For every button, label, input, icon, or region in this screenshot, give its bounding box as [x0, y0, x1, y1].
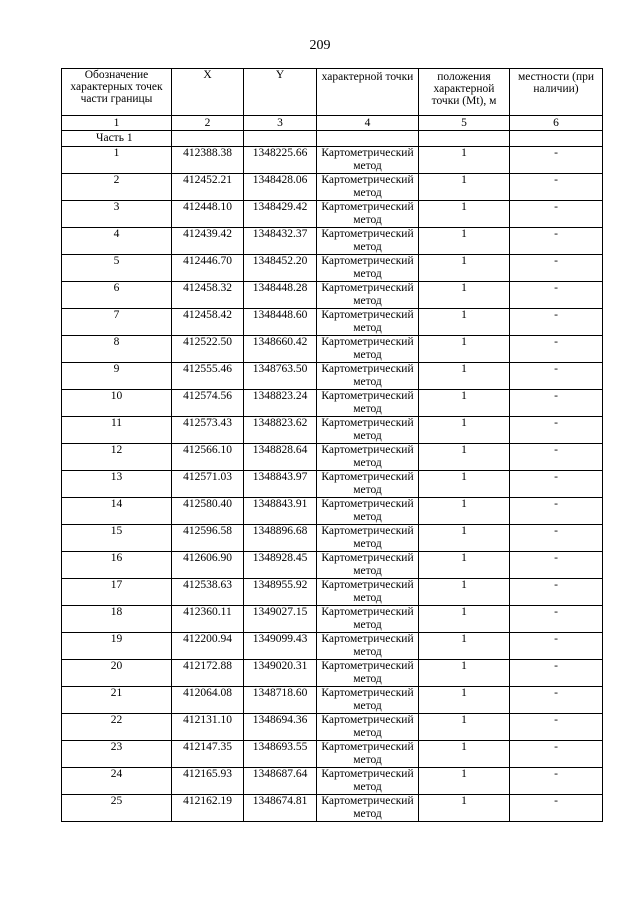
description-cell: - [510, 552, 603, 579]
method-cell: Картометрический метод [317, 363, 419, 390]
table-row [62, 471, 603, 498]
x-coordinate-cell: 412458.42 [172, 309, 244, 336]
table-row [62, 336, 603, 363]
point-number-cell: 20 [62, 660, 172, 687]
table-row [62, 525, 603, 552]
accuracy-cell: 1 [419, 363, 510, 390]
description-cell: - [510, 795, 603, 822]
x-coordinate-cell: 412446.70 [172, 255, 244, 282]
y-coordinate-cell: 1348428.06 [244, 174, 317, 201]
y-coordinate-cell: 1348693.55 [244, 741, 317, 768]
accuracy-cell: 1 [419, 687, 510, 714]
method-cell: Картометрический метод [317, 147, 419, 174]
method-cell: Картометрический метод [317, 795, 419, 822]
table-header-row [62, 69, 603, 116]
accuracy-cell: 1 [419, 444, 510, 471]
method-cell: Картометрический метод [317, 714, 419, 741]
table-row [62, 282, 603, 309]
column-number: 3 [244, 116, 317, 131]
column-number: 1 [62, 116, 172, 131]
accuracy-cell: 1 [419, 417, 510, 444]
section-label: Часть 1 [62, 131, 172, 147]
table-row [62, 741, 603, 768]
point-number-cell: 25 [62, 795, 172, 822]
description-cell: - [510, 714, 603, 741]
x-coordinate-cell: 412360.11 [172, 606, 244, 633]
accuracy-cell: 1 [419, 390, 510, 417]
x-coordinate-cell: 412522.50 [172, 336, 244, 363]
method-cell: Картометрический метод [317, 471, 419, 498]
y-coordinate-cell: 1348660.42 [244, 336, 317, 363]
method-cell: Картометрический метод [317, 498, 419, 525]
accuracy-cell: 1 [419, 201, 510, 228]
y-coordinate-cell: 1348448.60 [244, 309, 317, 336]
method-cell: Картометрический метод [317, 525, 419, 552]
accuracy-cell: 1 [419, 768, 510, 795]
point-number-cell: 3 [62, 201, 172, 228]
description-cell: - [510, 687, 603, 714]
method-cell: Картометрический метод [317, 687, 419, 714]
method-cell: Картометрический метод [317, 633, 419, 660]
header-point-designation: Обозначение характерных точек части границы [62, 69, 172, 116]
point-number-cell: 4 [62, 228, 172, 255]
point-number-cell: 16 [62, 552, 172, 579]
table-row [62, 687, 603, 714]
table-row [62, 714, 603, 741]
header-method: характерной точки [317, 69, 419, 116]
column-number: 2 [172, 116, 244, 131]
empty-cell [172, 131, 244, 147]
coordinates-table [61, 68, 603, 822]
empty-cell [510, 131, 603, 147]
method-cell: Картометрический метод [317, 606, 419, 633]
description-cell: - [510, 444, 603, 471]
column-number: 6 [510, 116, 603, 131]
x-coordinate-cell: 412538.63 [172, 579, 244, 606]
x-coordinate-cell: 412555.46 [172, 363, 244, 390]
section-row [62, 131, 603, 147]
y-coordinate-cell: 1349099.43 [244, 633, 317, 660]
method-cell: Картометрический метод [317, 660, 419, 687]
accuracy-cell: 1 [419, 174, 510, 201]
method-cell: Картометрический метод [317, 174, 419, 201]
point-number-cell: 5 [62, 255, 172, 282]
y-coordinate-cell: 1348955.92 [244, 579, 317, 606]
method-cell: Картометрический метод [317, 336, 419, 363]
point-number-cell: 10 [62, 390, 172, 417]
accuracy-cell: 1 [419, 255, 510, 282]
description-cell: - [510, 606, 603, 633]
table-row [62, 552, 603, 579]
table-row [62, 363, 603, 390]
accuracy-cell: 1 [419, 471, 510, 498]
header-accuracy: положения характерной точки (Mt), м [419, 69, 510, 116]
table-row [62, 147, 603, 174]
point-number-cell: 13 [62, 471, 172, 498]
table-row [62, 255, 603, 282]
accuracy-cell: 1 [419, 228, 510, 255]
x-coordinate-cell: 412165.93 [172, 768, 244, 795]
description-cell: - [510, 174, 603, 201]
accuracy-cell: 1 [419, 498, 510, 525]
description-cell: - [510, 255, 603, 282]
x-coordinate-cell: 412439.42 [172, 228, 244, 255]
table-row [62, 390, 603, 417]
point-number-cell: 12 [62, 444, 172, 471]
description-cell: - [510, 228, 603, 255]
description-cell: - [510, 201, 603, 228]
table-row [62, 768, 603, 795]
header-x: X [172, 69, 244, 116]
x-coordinate-cell: 412452.21 [172, 174, 244, 201]
x-coordinate-cell: 412200.94 [172, 633, 244, 660]
table-row [62, 309, 603, 336]
header-y: Y [244, 69, 317, 116]
x-coordinate-cell: 412448.10 [172, 201, 244, 228]
x-coordinate-cell: 412606.90 [172, 552, 244, 579]
x-coordinate-cell: 412131.10 [172, 714, 244, 741]
x-coordinate-cell: 412162.19 [172, 795, 244, 822]
y-coordinate-cell: 1348429.42 [244, 201, 317, 228]
empty-cell [244, 131, 317, 147]
accuracy-cell: 1 [419, 336, 510, 363]
description-cell: - [510, 768, 603, 795]
y-coordinate-cell: 1348896.68 [244, 525, 317, 552]
description-cell: - [510, 660, 603, 687]
x-coordinate-cell: 412388.38 [172, 147, 244, 174]
point-number-cell: 23 [62, 741, 172, 768]
y-coordinate-cell: 1348823.62 [244, 417, 317, 444]
accuracy-cell: 1 [419, 525, 510, 552]
x-coordinate-cell: 412580.40 [172, 498, 244, 525]
y-coordinate-cell: 1348694.36 [244, 714, 317, 741]
method-cell: Картометрический метод [317, 390, 419, 417]
table-row [62, 174, 603, 201]
table-row [62, 660, 603, 687]
table-row [62, 606, 603, 633]
accuracy-cell: 1 [419, 660, 510, 687]
y-coordinate-cell: 1348687.64 [244, 768, 317, 795]
method-cell: Картометрический метод [317, 309, 419, 336]
point-number-cell: 19 [62, 633, 172, 660]
header-description: местности (при наличии) [510, 69, 603, 116]
point-number-cell: 8 [62, 336, 172, 363]
accuracy-cell: 1 [419, 147, 510, 174]
method-cell: Картометрический метод [317, 741, 419, 768]
y-coordinate-cell: 1348674.81 [244, 795, 317, 822]
accuracy-cell: 1 [419, 552, 510, 579]
y-coordinate-cell: 1348843.91 [244, 498, 317, 525]
y-coordinate-cell: 1348718.60 [244, 687, 317, 714]
description-cell: - [510, 633, 603, 660]
method-cell: Картометрический метод [317, 444, 419, 471]
description-cell: - [510, 498, 603, 525]
point-number-cell: 1 [62, 147, 172, 174]
method-cell: Картометрический метод [317, 255, 419, 282]
x-coordinate-cell: 412064.08 [172, 687, 244, 714]
method-cell: Картометрический метод [317, 228, 419, 255]
column-number-row [62, 116, 603, 131]
point-number-cell: 7 [62, 309, 172, 336]
method-cell: Картометрический метод [317, 201, 419, 228]
point-number-cell: 21 [62, 687, 172, 714]
table-row [62, 498, 603, 525]
empty-cell [419, 131, 510, 147]
y-coordinate-cell: 1348448.28 [244, 282, 317, 309]
point-number-cell: 18 [62, 606, 172, 633]
column-number: 5 [419, 116, 510, 131]
y-coordinate-cell: 1348225.66 [244, 147, 317, 174]
y-coordinate-cell: 1348828.64 [244, 444, 317, 471]
y-coordinate-cell: 1349027.15 [244, 606, 317, 633]
y-coordinate-cell: 1348432.37 [244, 228, 317, 255]
y-coordinate-cell: 1348843.97 [244, 471, 317, 498]
point-number-cell: 2 [62, 174, 172, 201]
table-row [62, 417, 603, 444]
point-number-cell: 17 [62, 579, 172, 606]
point-number-cell: 22 [62, 714, 172, 741]
method-cell: Картометрический метод [317, 417, 419, 444]
y-coordinate-cell: 1348823.24 [244, 390, 317, 417]
table-row [62, 633, 603, 660]
point-number-cell: 15 [62, 525, 172, 552]
description-cell: - [510, 336, 603, 363]
y-coordinate-cell: 1348763.50 [244, 363, 317, 390]
x-coordinate-cell: 412571.03 [172, 471, 244, 498]
point-number-cell: 24 [62, 768, 172, 795]
y-coordinate-cell: 1348928.45 [244, 552, 317, 579]
page-number: 209 [309, 38, 331, 53]
x-coordinate-cell: 412147.35 [172, 741, 244, 768]
accuracy-cell: 1 [419, 741, 510, 768]
description-cell: - [510, 390, 603, 417]
x-coordinate-cell: 412172.88 [172, 660, 244, 687]
column-number: 4 [317, 116, 419, 131]
y-coordinate-cell: 1348452.20 [244, 255, 317, 282]
table-row [62, 795, 603, 822]
accuracy-cell: 1 [419, 714, 510, 741]
point-number-cell: 14 [62, 498, 172, 525]
description-cell: - [510, 147, 603, 174]
x-coordinate-cell: 412573.43 [172, 417, 244, 444]
accuracy-cell: 1 [419, 795, 510, 822]
description-cell: - [510, 417, 603, 444]
x-coordinate-cell: 412566.10 [172, 444, 244, 471]
method-cell: Картометрический метод [317, 552, 419, 579]
point-number-cell: 6 [62, 282, 172, 309]
description-cell: - [510, 741, 603, 768]
table-row [62, 201, 603, 228]
x-coordinate-cell: 412458.32 [172, 282, 244, 309]
table-row [62, 579, 603, 606]
accuracy-cell: 1 [419, 579, 510, 606]
method-cell: Картометрический метод [317, 768, 419, 795]
table-row [62, 228, 603, 255]
accuracy-cell: 1 [419, 633, 510, 660]
empty-cell [317, 131, 419, 147]
accuracy-cell: 1 [419, 606, 510, 633]
description-cell: - [510, 309, 603, 336]
description-cell: - [510, 363, 603, 390]
description-cell: - [510, 579, 603, 606]
accuracy-cell: 1 [419, 309, 510, 336]
description-cell: - [510, 471, 603, 498]
description-cell: - [510, 282, 603, 309]
x-coordinate-cell: 412574.56 [172, 390, 244, 417]
point-number-cell: 9 [62, 363, 172, 390]
table-row [62, 444, 603, 471]
method-cell: Картометрический метод [317, 282, 419, 309]
method-cell: Картометрический метод [317, 579, 419, 606]
y-coordinate-cell: 1349020.31 [244, 660, 317, 687]
point-number-cell: 11 [62, 417, 172, 444]
accuracy-cell: 1 [419, 282, 510, 309]
description-cell: - [510, 525, 603, 552]
x-coordinate-cell: 412596.58 [172, 525, 244, 552]
